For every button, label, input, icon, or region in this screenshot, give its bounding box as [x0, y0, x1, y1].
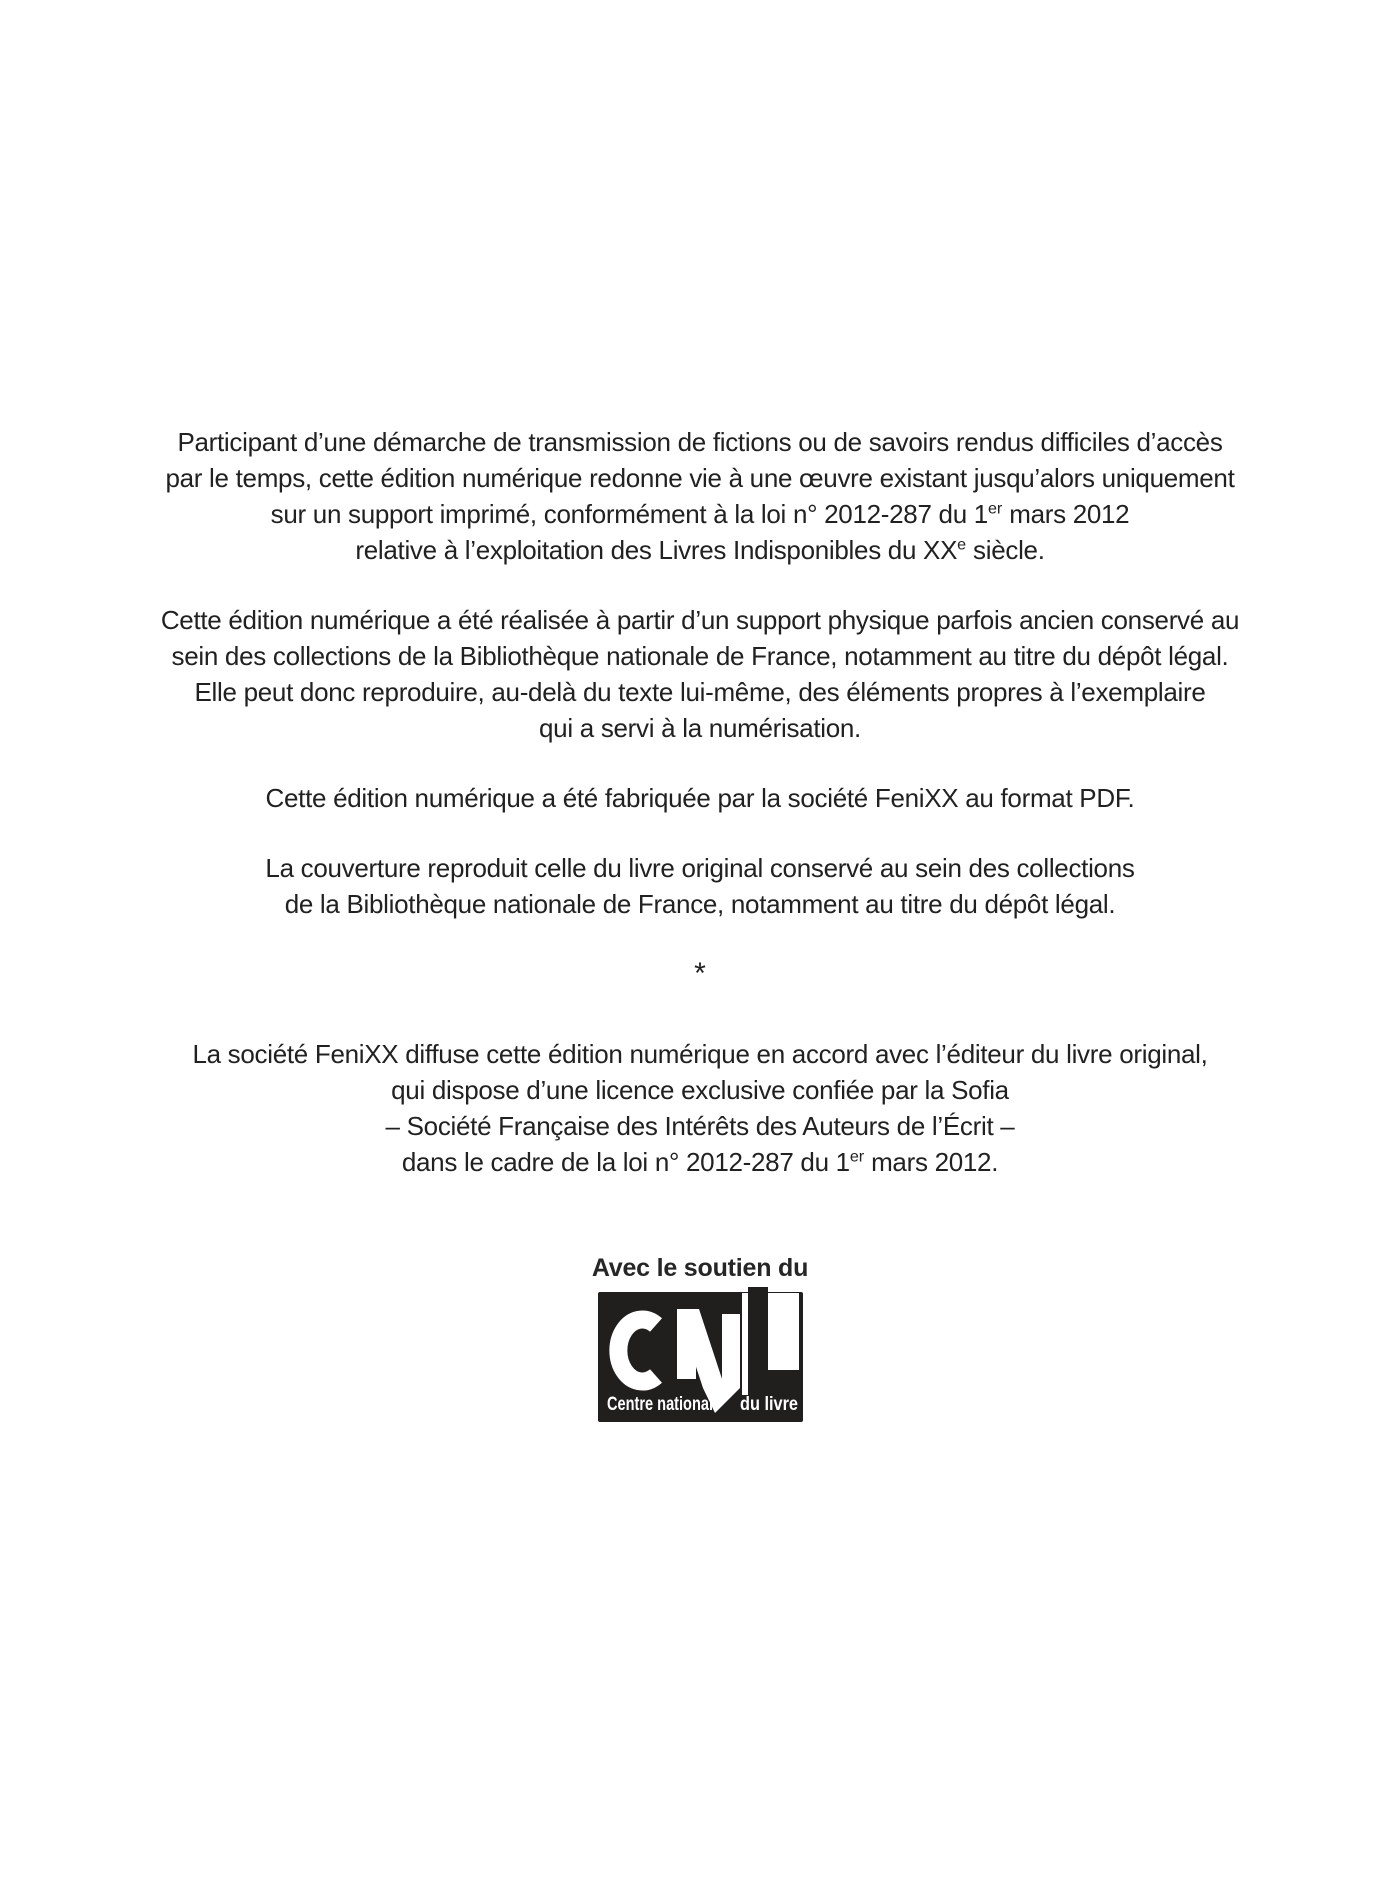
text-line: de la Bibliothèque nationale de France, notamment au titre du dépôt légal. — [284, 889, 1116, 919]
letter-l-stem — [748, 1287, 768, 1370]
text-segment: mars 2012 — [1002, 499, 1130, 529]
superscript: er — [987, 499, 1003, 518]
text-segment: sur un support imprimé, conformément à la loi n° 2012-287 du 1 — [270, 499, 988, 529]
logo-caption-left: Centre national — [606, 1394, 713, 1415]
text-line — [0, 496, 1400, 532]
text-line: Cette édition numérique a été réalisée à partir d’un support physique parfois ancien conservé au — [160, 605, 1240, 635]
paragraph — [0, 850, 1400, 922]
text-line: qui dispose d’une licence exclusive confiée par la Sofia — [391, 1075, 1009, 1105]
text-segment: mars 2012. — [864, 1147, 999, 1177]
text-line — [0, 1144, 1400, 1180]
text-line: La société FeniXX diffuse cette édition numérique en accord avec l’éditeur du livre original, — [192, 1039, 1208, 1069]
text-segment: siècle. — [966, 535, 1045, 565]
support-note: Avec le soutien du — [591, 1254, 809, 1282]
text-line: Participant d’une démarche de transmission de fictions ou de savoirs rendus difficiles d’accès — [177, 427, 1223, 457]
cnl-logo-graphic — [598, 1286, 803, 1423]
text-line: par le temps, cette édition numérique redonne vie à une œuvre existant jusqu’alors uniquement — [165, 463, 1235, 493]
paragraph — [0, 602, 1400, 746]
text-line: sein des collections de la Bibliothèque nationale de France, notamment au titre du dépôt légal. — [171, 641, 1229, 671]
text-line — [0, 532, 1400, 568]
superscript: er — [849, 1147, 865, 1166]
letter-l-foot — [748, 1370, 799, 1395]
text-segment: relative à l’exploitation des Livres Indisponibles du XX — [355, 535, 958, 565]
paragraph — [0, 1036, 1400, 1180]
text-line: La couverture reproduit celle du livre original conservé au sein des collections — [265, 853, 1135, 883]
separator-asterisk: * — [694, 957, 706, 990]
text-line: qui a servi à la numérisation. — [539, 713, 861, 743]
logo-caption-right: du livre — [739, 1394, 798, 1415]
paragraph — [0, 424, 1400, 568]
text-line: Elle peut donc reproduire, au-delà du texte lui-même, des éléments propres à l’exemplaire — [194, 677, 1206, 707]
text-line: – Société Française des Intérêts des Auteurs de l’Écrit – — [385, 1111, 1015, 1141]
cnl-logo — [0, 1286, 1400, 1423]
text-line: Cette édition numérique a été fabriquée par la société FeniXX au format PDF. — [265, 783, 1135, 813]
superscript: e — [957, 535, 967, 554]
paragraph — [0, 780, 1400, 816]
text-segment: dans le cadre de la loi n° 2012-287 du 1 — [401, 1147, 850, 1177]
